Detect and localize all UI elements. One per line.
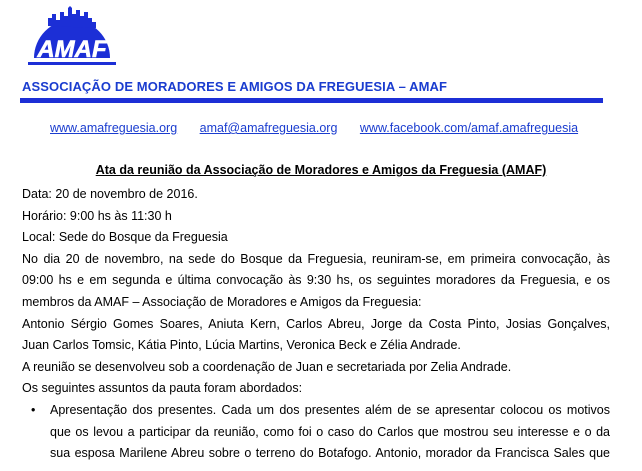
meeting-date: Data: 20 de novembro de 2016. [22,187,198,201]
intro-line-1: No dia 20 de novembro, na sede do Bosque da Freguesia, reuniram-se, em primeira convocação, às [22,251,610,266]
document-title: Ata da reunião da Associação de Moradores e Amigos da Freguesia (AMAF) [95,163,547,177]
attendees-line-2: Juan Carlos Tomsic, Kátia Pinto, Lúcia Martins, Veronica Beck e Zélia Andrade. [22,338,461,353]
document-body [22,184,610,465]
coordination-note: A reunião se desenvolveu sob a coordenação de Juan e secretariada por Zelia Andrade. [22,359,512,374]
facebook-link[interactable]: www.facebook.com/amaf.amafreguesia [359,121,579,135]
logo-text: AMAF [37,36,107,63]
agenda-item [22,400,610,465]
attendees-line-1: Antonio Sérgio Gomes Soares, Aniuta Kern, Carlos Abreu, Jorge da Costa Pinto, Josias Gonçalves, [22,316,610,331]
website-link[interactable]: www.amafreguesia.org [50,121,178,135]
agenda-list [22,400,610,465]
organization-title: ASSOCIAÇÃO DE MORADORES E AMIGOS DA FREGUESIA – AMAF [22,79,448,94]
contact-links [50,121,597,135]
intro-line-3: membros da AMAF – Associação de Moradores e Amigos da Freguesia: [22,294,422,309]
meeting-time: Horário: 9:00 hs às 11:30 h [22,208,172,223]
agenda-item-line-3: sua esposa Marilene Abreu sobre o terreno do Botafogo. Antonio, morador da Francisca Sales que [50,446,610,461]
agenda-item-line-1: Apresentação dos presentes. Cada um dos presentes além de se apresentar colocou os motivos [50,402,610,417]
amaf-logo [20,4,124,74]
agenda-item-line-2: que os levou a participar da reunião, como foi o caso do Carlos que mostrou seu interesse e o da [50,424,610,439]
meeting-location: Local: Sede do Bosque da Freguesia [22,230,228,245]
agenda-intro: Os seguintes assuntos da pauta foram abordados: [22,381,303,396]
email-link[interactable]: amaf@amafreguesia.org [199,121,338,135]
intro-line-2: 09:00 hs e em segunda e última convocação às 9:30 hs, os seguintes moradores da Freguesia, e os [22,273,610,288]
header-divider [20,98,603,103]
logo-graphic [20,4,124,74]
bullet-icon: • [31,402,36,417]
